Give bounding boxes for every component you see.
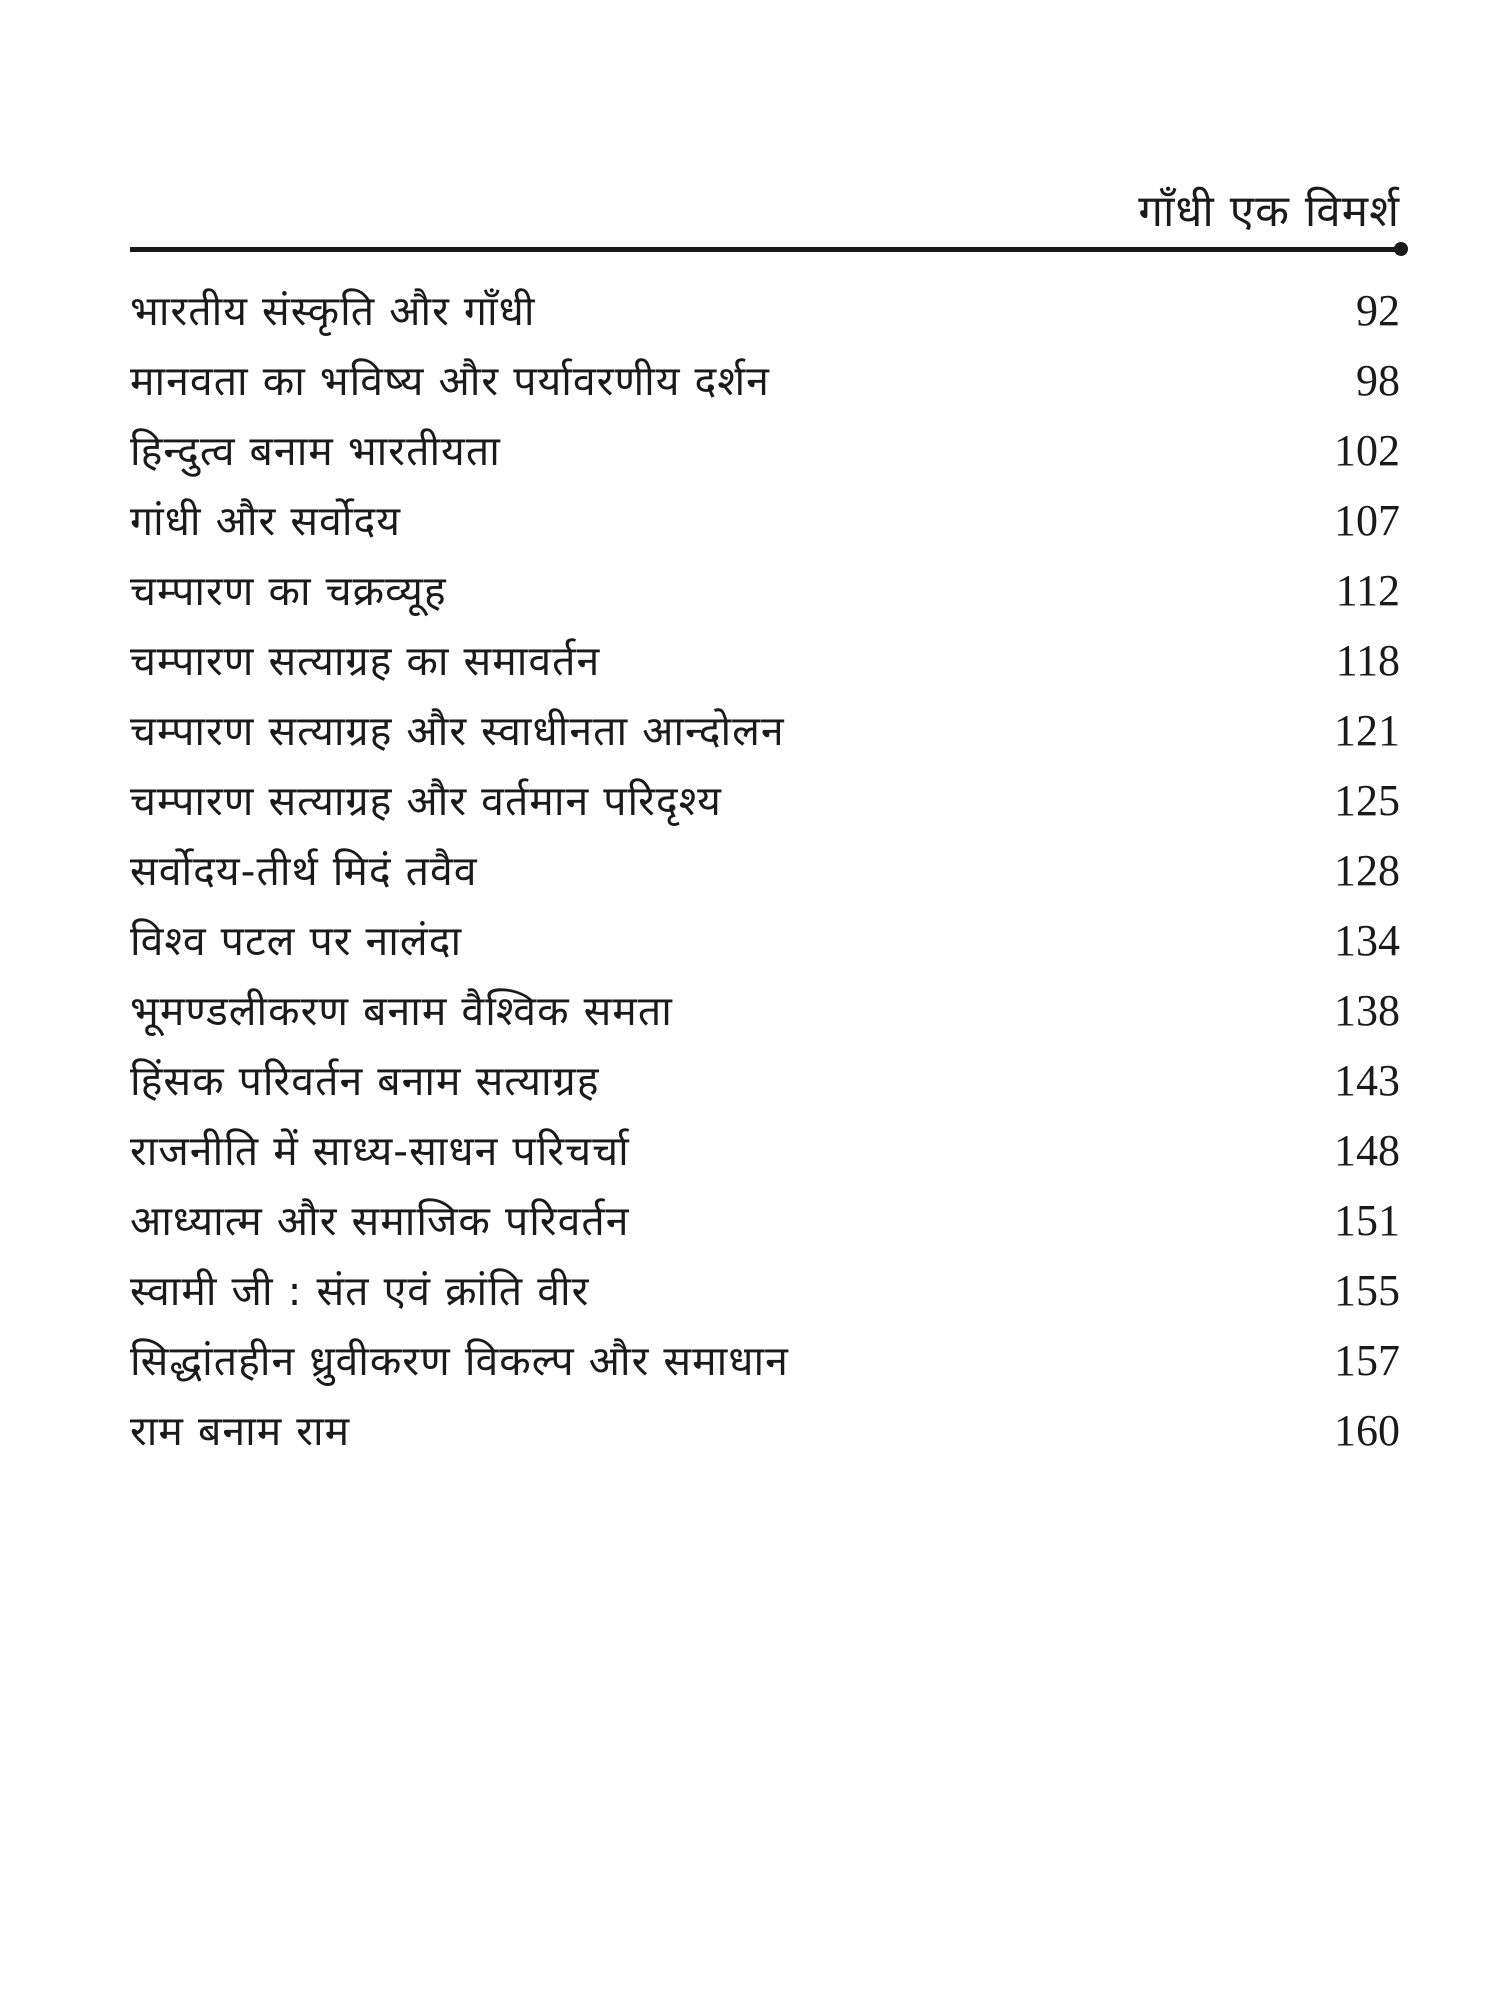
toc-entry-title: हिंसक परिवर्तन बनाम सत्याग्रह	[130, 1057, 600, 1105]
toc-entry-page: 121	[1334, 706, 1400, 755]
toc-entry	[130, 700, 1400, 770]
toc-entry	[130, 1190, 1400, 1260]
toc-entry	[130, 490, 1400, 560]
toc-entry-title: सर्वोदय-तीर्थ मिदं तवैव	[130, 847, 478, 895]
toc-entry	[130, 1330, 1400, 1400]
toc-entry-page: 155	[1334, 1266, 1400, 1315]
toc-entry	[130, 1260, 1400, 1330]
toc-entry-title: सिद्धांतहीन ध्रुवीकरण विकल्प और समाधान	[130, 1337, 789, 1385]
toc-entry	[130, 840, 1400, 910]
toc-entry-title: विश्व पटल पर नालंदा	[130, 917, 463, 965]
header-rule	[130, 247, 1400, 252]
toc-entry-page: 151	[1334, 1196, 1400, 1245]
toc-entry-title: भूमण्डलीकरण बनाम वैश्विक समता	[130, 987, 673, 1035]
toc-entry-page: 118	[1335, 636, 1400, 685]
toc-entry-title: आध्यात्म और समाजिक परिवर्तन	[130, 1197, 630, 1245]
toc-entry-page: 125	[1334, 776, 1400, 825]
toc-entry-title: भारतीय संस्कृति और गाँधी	[130, 287, 536, 335]
toc-entry	[130, 280, 1400, 350]
table-of-contents	[130, 280, 1400, 1470]
toc-entry-title: चम्पारण का चक्रव्यूह	[130, 567, 447, 615]
toc-entry	[130, 1400, 1400, 1470]
toc-entry-title: राजनीति में साध्य-साधन परिचर्चा	[130, 1127, 630, 1175]
toc-entry	[130, 910, 1400, 980]
book-title: गाँधी एक विमर्श	[1138, 186, 1400, 237]
toc-entry-title: चम्पारण सत्याग्रह और स्वाधीनता आन्दोलन	[130, 707, 785, 755]
toc-entry-title: चम्पारण सत्याग्रह का समावर्तन	[130, 637, 601, 685]
toc-entry-page: 112	[1335, 566, 1400, 615]
toc-entry	[130, 350, 1400, 420]
toc-entry-page: 148	[1334, 1126, 1400, 1175]
toc-entry-title: स्वामी जी : संत एवं क्रांति वीर	[130, 1267, 590, 1315]
toc-entry-page: 102	[1334, 426, 1400, 475]
toc-entry	[130, 770, 1400, 840]
toc-entry-title: चम्पारण सत्याग्रह और वर्तमान परिदृश्य	[130, 777, 722, 825]
toc-entry	[130, 980, 1400, 1050]
toc-entry-page: 134	[1334, 916, 1400, 965]
toc-entry-page: 98	[1356, 356, 1400, 405]
toc-entry-page: 92	[1356, 286, 1400, 335]
toc-entry	[130, 560, 1400, 630]
toc-entry	[130, 1050, 1400, 1120]
toc-entry-page: 107	[1334, 496, 1400, 545]
toc-entry	[130, 420, 1400, 490]
toc-entry-title: गांधी और सर्वोदय	[130, 497, 401, 545]
rule-end-dot	[1394, 242, 1408, 256]
toc-entry-title: हिन्दुत्व बनाम भारतीयता	[130, 427, 501, 475]
toc-entry-page: 143	[1334, 1056, 1400, 1105]
running-header	[130, 182, 1400, 257]
toc-entry	[130, 1120, 1400, 1190]
toc-entry-page: 138	[1334, 986, 1400, 1035]
toc-entry-title: राम बनाम राम	[130, 1407, 351, 1455]
toc-entry-page: 160	[1334, 1406, 1400, 1455]
toc-entry-page: 128	[1334, 846, 1400, 895]
toc-entry-title: मानवता का भविष्य और पर्यावरणीय दर्शन	[130, 357, 770, 405]
toc-entry-page: 157	[1334, 1336, 1400, 1385]
toc-entry	[130, 630, 1400, 700]
